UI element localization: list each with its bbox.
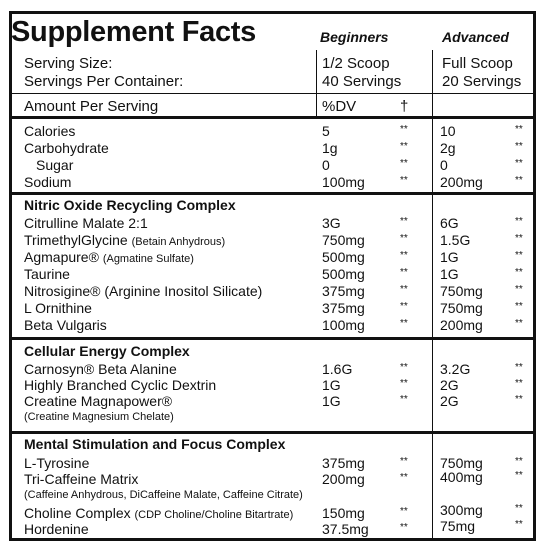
section-title-mental: Mental Stimulation and Focus Complex <box>24 436 286 452</box>
ingredient-dv-mark: ** <box>400 250 408 261</box>
section-title-cellular: Cellular Energy Complex <box>24 343 190 359</box>
serving-size-beginners: 1/2 Scoop <box>322 55 390 72</box>
ingredient-advanced: 2G <box>440 377 459 393</box>
nutrient-name: Carbohydrate <box>24 140 109 156</box>
ingredient-advanced: 1G <box>440 249 459 265</box>
ingredient-dv-mark: ** <box>515 470 523 481</box>
section-title-nitric: Nitric Oxide Recycling Complex <box>24 197 236 213</box>
nutrient-name: Calories <box>24 123 76 139</box>
ingredient-advanced: 75mg <box>440 518 476 534</box>
col-head-advanced: Advanced <box>442 29 509 45</box>
nutrient-beginners: 5 <box>322 123 330 139</box>
ingredient-advanced: 3.2G <box>440 361 471 377</box>
ingredient-beginners: 200mg <box>322 471 365 487</box>
col-divider <box>432 434 433 538</box>
ingredient-dv-mark: ** <box>400 233 408 244</box>
ingredient-beginners: 1G <box>322 377 341 393</box>
rule-thick <box>12 116 533 119</box>
ingredient-beginners: 500mg <box>322 249 365 265</box>
serving-size-advanced: Full Scoop <box>442 55 513 72</box>
ingredient-name: L-Tyrosine <box>24 455 90 471</box>
nutrient-dv-mark: ** <box>400 124 408 135</box>
ingredient-main: Choline Complex <box>24 505 131 521</box>
ingredient-name: Hordenine <box>24 521 89 537</box>
ingredient-dv-mark: ** <box>400 378 408 389</box>
ingredient-name: L Ornithine <box>24 300 92 316</box>
ingredient-sub: (CDP Choline/Choline Bitartrate) <box>134 509 294 521</box>
ingredient-dv-mark: ** <box>400 284 408 295</box>
ingredient-dv-mark: ** <box>515 456 523 467</box>
col-divider <box>432 119 433 192</box>
ingredient-beginners: 3G <box>322 215 341 231</box>
ingredient-name: Taurine <box>24 266 70 282</box>
servings-per-container-label: Servings Per Container: <box>24 73 184 90</box>
ingredient-name: Tri-Caffeine Matrix <box>24 471 139 487</box>
ingredient-dv-mark: ** <box>515 378 523 389</box>
nutrient-dv-mark: ** <box>515 141 523 152</box>
servings-per-container-advanced: 20 Servings <box>442 73 522 90</box>
ingredient-dv-mark: ** <box>400 301 408 312</box>
ingredient-advanced: 1G <box>440 266 459 282</box>
ingredient-dv-mark: ** <box>400 472 408 483</box>
nutrient-advanced: 200mg <box>440 174 483 190</box>
col-divider <box>432 195 433 337</box>
ingredient-dv-mark: ** <box>515 250 523 261</box>
ingredient-beginners: 100mg <box>322 317 365 333</box>
rule-thin <box>12 93 533 94</box>
ingredient-dv-mark: ** <box>400 394 408 405</box>
ingredient-advanced: 750mg <box>440 283 483 299</box>
ingredient-name <box>24 249 194 265</box>
ingredient-dv-mark: ** <box>515 233 523 244</box>
ingredient-dv-mark: ** <box>515 216 523 227</box>
ingredient-sub: (Arginine Inositol Silicate) <box>104 283 263 299</box>
serving-size-label: Serving Size: <box>24 55 113 72</box>
ingredient-dv-mark: ** <box>515 503 523 514</box>
nutrient-beginners: 0 <box>322 157 330 173</box>
ingredient-dv-mark: ** <box>400 318 408 329</box>
amount-per-serving-label: Amount Per Serving <box>24 98 159 115</box>
servings-per-container-beginners: 40 Servings <box>322 73 402 90</box>
ingredient-advanced: 200mg <box>440 317 483 333</box>
ingredient-advanced: 400mg <box>440 469 483 485</box>
ingredient-beginners: 375mg <box>322 300 365 316</box>
col-divider <box>432 340 433 431</box>
ingredient-dv-mark: ** <box>400 362 408 373</box>
ingredient-dv-mark: ** <box>515 519 523 530</box>
ingredient-main: Agmapure® <box>24 249 99 265</box>
ingredient-beginners: 1G <box>322 393 341 409</box>
ingredient-dv-mark: ** <box>515 318 523 329</box>
nutrient-advanced: 2g <box>440 140 456 156</box>
ingredient-name: Citrulline Malate 2:1 <box>24 215 148 231</box>
ingredient-advanced: 300mg <box>440 502 483 518</box>
ingredient-sub: (Betain Anhydrous) <box>131 236 226 248</box>
ingredient-main: TrimethylGlycine <box>24 232 128 248</box>
ingredient-beginners: 1.6G <box>322 361 353 377</box>
ingredient-name: Beta Vulgaris <box>24 317 107 333</box>
ingredient-name <box>24 505 293 521</box>
ingredient-dv-mark: ** <box>515 301 523 312</box>
ingredient-dv-mark: ** <box>400 216 408 227</box>
ingredient-beginners: 37.5mg <box>322 521 369 537</box>
ingredient-name <box>24 232 225 248</box>
nutrient-dv-mark: ** <box>515 124 523 135</box>
ingredient-note: (Creatine Magnesium Chelate) <box>24 411 174 423</box>
nutrient-beginners: 100mg <box>322 174 365 190</box>
nutrient-name: Sugar <box>36 157 74 173</box>
ingredient-sub: (Agmatine Sulfate) <box>102 253 194 265</box>
col-divider <box>316 94 317 116</box>
nutrient-dv-mark: ** <box>400 158 408 169</box>
ingredient-note: (Caffeine Anhydrous, DiCaffeine Malate, Caffeine Citrate) <box>24 489 303 501</box>
ingredient-dv-mark: ** <box>400 267 408 278</box>
col-divider <box>432 94 433 116</box>
rule-thick <box>12 431 533 434</box>
ingredient-advanced: 750mg <box>440 455 483 471</box>
ingredient-beginners: 375mg <box>322 455 365 471</box>
nutrient-beginners: 1g <box>322 140 338 156</box>
nutrient-dv-mark: ** <box>400 141 408 152</box>
ingredient-advanced: 1.5G <box>440 232 471 248</box>
ingredient-beginners: 375mg <box>322 283 365 299</box>
ingredient-main: Nitrosigine® <box>24 283 101 299</box>
ingredient-advanced: 2G <box>440 393 459 409</box>
ingredient-name: Carnosyn® Beta Alanine <box>24 361 177 377</box>
nutrient-dv-mark: ** <box>515 175 523 186</box>
ingredient-dv-mark: ** <box>400 456 408 467</box>
ingredient-beginners: 150mg <box>322 505 365 521</box>
ingredient-beginners: 500mg <box>322 266 365 282</box>
ingredient-advanced: 6G <box>440 215 459 231</box>
nutrient-name: Sodium <box>24 174 72 190</box>
nutrient-dv-mark: ** <box>515 158 523 169</box>
ingredient-name: Highly Branched Cyclic Dextrin <box>24 377 217 393</box>
label-title: Supplement Facts <box>11 16 256 48</box>
ingredient-advanced: 750mg <box>440 300 483 316</box>
dagger-symbol: † <box>400 98 409 115</box>
ingredient-name: Creatine Magnapower® <box>24 393 173 409</box>
ingredient-dv-mark: ** <box>400 522 408 533</box>
nutrient-dv-mark: ** <box>400 175 408 186</box>
ingredient-dv-mark: ** <box>515 284 523 295</box>
ingredient-dv-mark: ** <box>515 362 523 373</box>
nutrient-advanced: 10 <box>440 123 456 139</box>
ingredient-dv-mark: ** <box>515 394 523 405</box>
ingredient-dv-mark: ** <box>400 506 408 517</box>
rule-thick <box>12 337 533 340</box>
nutrient-advanced: 0 <box>440 157 448 173</box>
col-divider <box>432 50 433 94</box>
dv-header: %DV <box>322 98 357 115</box>
rule-thick <box>12 192 533 195</box>
ingredient-beginners: 750mg <box>322 232 365 248</box>
col-divider <box>316 50 317 94</box>
col-head-beginners: Beginners <box>320 29 389 45</box>
ingredient-name <box>24 283 262 299</box>
ingredient-dv-mark: ** <box>515 267 523 278</box>
